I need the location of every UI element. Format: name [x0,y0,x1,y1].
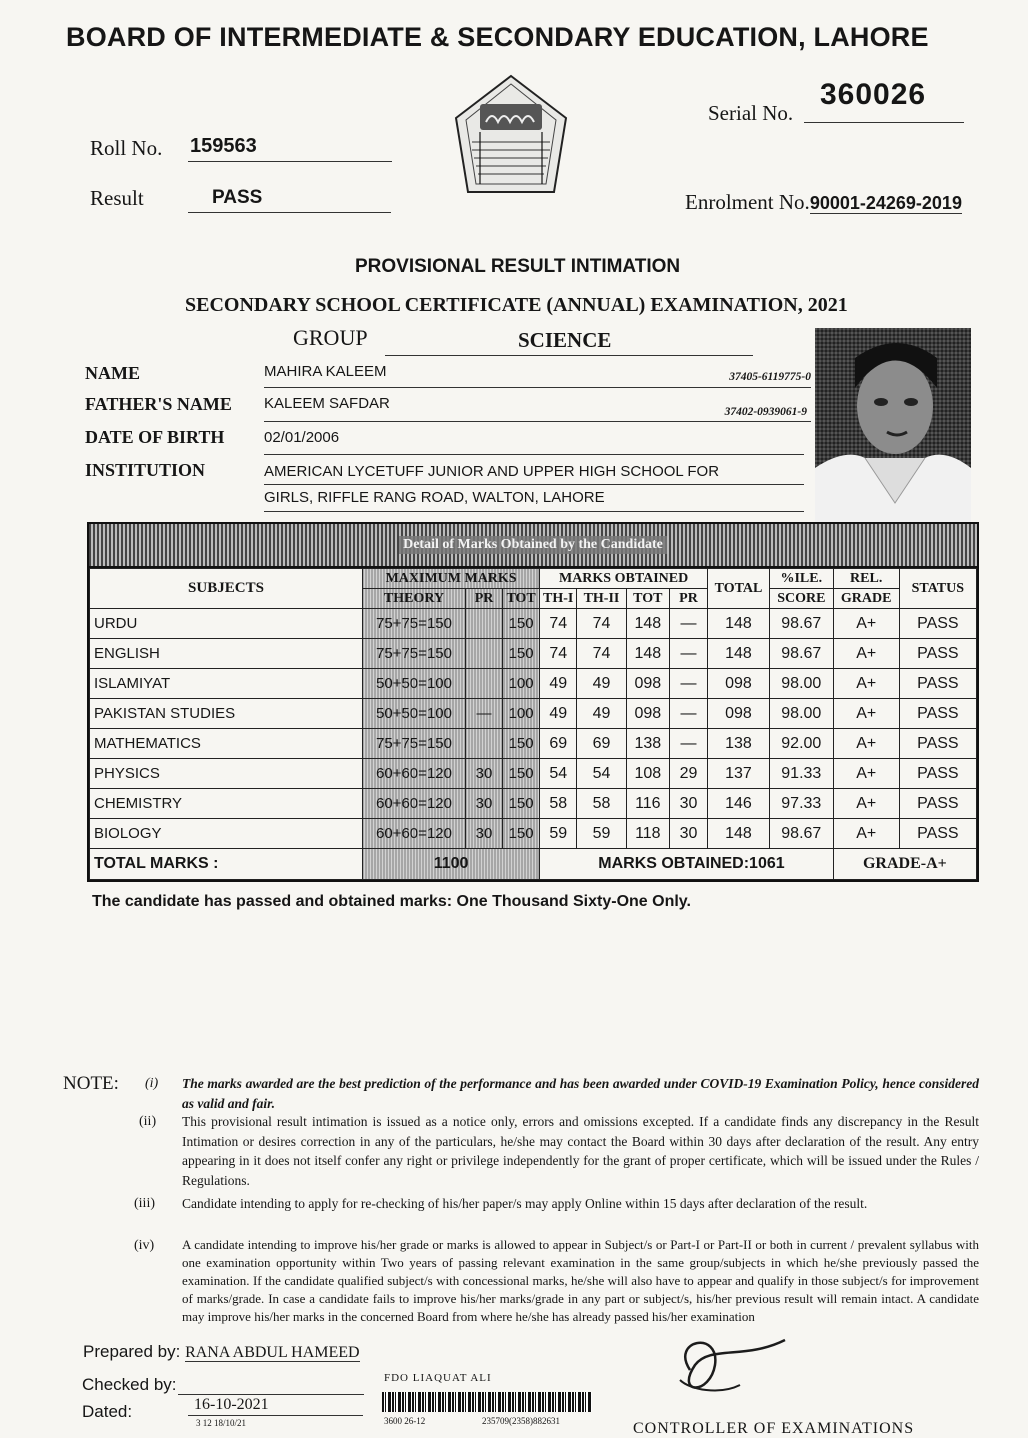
serial-number: 360026 [820,78,927,111]
intimation-title: PROVISIONAL RESULT INTIMATION [355,256,681,277]
relative-grade: A+ [833,759,899,789]
pr-max: 30 [465,789,502,819]
dated-value: 16-10-2021 [194,1396,269,1413]
percentile-score: 98.67 [769,609,833,639]
father-name: KALEEM SAFDAR [264,395,390,412]
board-seal-logo [450,72,572,200]
relative-grade: A+ [833,789,899,819]
total-marks: 138 [708,729,770,759]
subject-name: MATHEMATICS [90,729,363,759]
th1-marks: 59 [540,819,577,849]
total-marks: 098 [708,669,770,699]
dob-line [264,426,804,455]
dated-code: 3 12 18/10/21 [196,1418,247,1428]
signature-icon [660,1330,790,1410]
rel-header: REL. [833,569,899,589]
enrolment-number: 90001-24269-2019 [809,193,962,213]
tot-max: 150 [503,819,540,849]
note-number: (i) [145,1076,159,1091]
subject-status: PASS [899,669,976,699]
controller-title: CONTROLLER OF EXAMINATIONS [633,1420,915,1437]
subject-status: PASS [899,699,976,729]
subject-status: PASS [899,789,976,819]
score-header: SCORE [769,589,833,609]
checked-by-officer: FDO LIAQUAT ALI [384,1372,492,1384]
relative-grade: A+ [833,669,899,699]
table-row [90,789,977,819]
group-underline [385,328,753,356]
subject-name: ISLAMIYAT [90,669,363,699]
tot-marks: 118 [626,819,669,849]
subject-name: URDU [90,609,363,639]
percentile-score: 91.33 [769,759,833,789]
institution-text-1: AMERICAN LYCETUFF JUNIOR AND UPPER HIGH SCHOOL FOR [264,463,720,480]
percentile-score: 92.00 [769,729,833,759]
pr-marks: 29 [669,759,707,789]
pr2-header: PR [669,589,707,609]
tot2-header: TOT [626,589,669,609]
note-number: (ii) [139,1114,157,1129]
tot-max: 150 [503,609,540,639]
father-line [264,393,811,422]
roll-label: Roll No. [90,136,163,160]
table-row [90,639,977,669]
relative-grade: A+ [833,729,899,759]
tot-max: 150 [503,759,540,789]
grade-header: GRADE [833,589,899,609]
barcode [382,1392,592,1412]
passed-statement: The candidate has passed and obtained marks: One Thousand Sixty-One Only. [92,893,691,910]
th1-marks: 74 [540,609,577,639]
pr-header: PR [465,589,502,609]
name-label: NAME [85,363,140,383]
tot-max: 100 [503,699,540,729]
table-row [90,729,977,759]
institution-text-2: GIRLS, RIFFLE RANG ROAD, WALTON, LAHORE [264,489,605,506]
pr-marks: — [669,729,707,759]
roll-number: 159563 [190,135,257,157]
marks-obtained-header: MARKS OBTAINED [540,569,708,589]
th1-marks: 49 [540,699,577,729]
pr-marks: 30 [669,789,707,819]
pr-marks: — [669,669,707,699]
note-number: (iv) [134,1238,155,1253]
percentile-score: 98.00 [769,669,833,699]
th2-marks: 49 [577,669,626,699]
result-value: PASS [212,187,263,208]
pr-marks: 30 [669,819,707,849]
pr-max [465,729,502,759]
barcode-left-text: 3600 26-12 [384,1416,426,1426]
total-marks: 148 [708,609,770,639]
marks-caption: Detail of Marks Obtained by the Candidate [399,536,667,554]
th2-marks: 74 [577,639,626,669]
percentile-score: 98.67 [769,639,833,669]
th1-marks: 69 [540,729,577,759]
tot-max: 100 [503,669,540,699]
th2-marks: 58 [577,789,626,819]
serial-underline [804,78,964,123]
tot-marks: 098 [626,669,669,699]
status-header: STATUS [899,569,976,609]
tot-marks: 098 [626,699,669,729]
relative-grade: A+ [833,819,899,849]
theory-max: 60+60=120 [362,819,465,849]
marks-caption-bar [89,524,977,568]
prepared-by-value: RANA ABDUL HAMEED [185,1344,360,1361]
tot-max: 150 [503,729,540,759]
candidate-cnic: 37405-6119775-0 [729,371,811,383]
father-label: FATHER'S NAME [85,394,232,414]
theory-max: 50+50=100 [362,669,465,699]
pr-marks: — [669,699,707,729]
pr-max [465,609,502,639]
dob-value: 02/01/2006 [264,429,340,446]
pr-max: 30 [465,759,502,789]
note-text: A candidate intending to improve his/her grade or marks is allowed to appear in Subject/s or Part-I or Part-II or both in current / prevalent syllabus with one examination opportunity within Two years of passing relevant examination in the same group/subjects in which he/she previously passed the examination. If the candidate qualified subject/s with concessional marks, he/she will also have to appear and qualify in those subject/s for improvement of marks/grade. In case a candidate fails to improve his/her marks/grade in any part or subject/s, his/her previous result will remain intact. A candidate may improve his/her marks in the concerned Board from where he/she has already passed his/her examination [182,1237,979,1324]
relative-grade: A+ [833,699,899,729]
subject-name: PHYSICS [90,759,363,789]
subject-status: PASS [899,819,976,849]
th2-header: TH-II [577,589,626,609]
th2-marks: 49 [577,699,626,729]
tot-marks: 148 [626,639,669,669]
serial-label: Serial No. [708,101,794,125]
result-underline [188,184,391,213]
relative-grade: A+ [833,639,899,669]
theory-header: THEORY [362,589,465,609]
barcode-right-text: 235709(2358)882631 [482,1416,560,1426]
percentile-score: 98.00 [769,699,833,729]
theory-max: 60+60=120 [362,759,465,789]
pr-marks: — [669,639,707,669]
th2-marks: 54 [577,759,626,789]
percentile-score: 98.67 [769,819,833,849]
tot-marks: 108 [626,759,669,789]
th2-marks: 69 [577,729,626,759]
subject-status: PASS [899,639,976,669]
subject-status: PASS [899,609,976,639]
tot-marks: 138 [626,729,669,759]
th1-marks: 49 [540,669,577,699]
dob-label: DATE OF BIRTH [85,427,225,447]
table-row [90,609,977,639]
marks-obtained-summary: MARKS OBTAINED:1061 [540,849,834,880]
marks-grid [89,568,977,880]
group-value: SCIENCE [518,328,612,352]
note-text: The marks awarded are the best prediction of the performance and has been awarded under COVID-19 Examination Policy, hence considered as valid and fair. [182,1076,979,1111]
percentile-score: 97.33 [769,789,833,819]
table-row [90,759,977,789]
prepared-by-label: Prepared by: RANA ABDUL HAMEED [83,1342,360,1361]
th1-header: TH-I [540,589,577,609]
relative-grade: A+ [833,609,899,639]
board-title: BOARD OF INTERMEDIATE & SECONDARY EDUCATION, LAHORE [66,22,929,52]
total-marks: 148 [708,819,770,849]
grade-summary: GRADE-A+ [833,849,976,880]
tot-header: TOT [503,589,540,609]
note-label: NOTE: [63,1073,119,1094]
th1-marks: 58 [540,789,577,819]
pr-max [465,669,502,699]
th2-marks: 59 [577,819,626,849]
note-text: Candidate intending to apply for re-checking of his/her paper/s may apply Online within 15 days after declaration of the result. [182,1196,868,1211]
note-number: (iii) [134,1196,155,1211]
subject-name: CHEMISTRY [90,789,363,819]
tot-marks: 148 [626,609,669,639]
subject-status: PASS [899,729,976,759]
th2-marks: 74 [577,609,626,639]
total-marks: 146 [708,789,770,819]
theory-max: 60+60=120 [362,789,465,819]
theory-max: 75+75=150 [362,729,465,759]
subject-name: ENGLISH [90,639,363,669]
total-marks: 148 [708,639,770,669]
table-row [90,699,977,729]
group-label: GROUP [293,325,368,350]
note-text: This provisional result intimation is issued as a notice only, errors and omissions excepted. If a candidate finds any discrepancy in the Result Intimation or desires correction in any of the particulars, he/she may contact the Board within 30 days after declaration of the result. Any entry appearing in it does not itself confer any right or privilege independently for the grant of proper certificate, which will be issued under the Rules / Regulations. [182,1114,979,1188]
institution-label: INSTITUTION [85,460,206,480]
table-row [90,819,977,849]
tot-max: 150 [503,639,540,669]
checked-by-label: Checked by: [82,1375,177,1394]
totals-row [90,849,977,880]
enrolment-label: Enrolment No.90001-24269-2019 [685,190,962,214]
theory-max: 50+50=100 [362,699,465,729]
subjects-header: SUBJECTS [90,569,363,609]
institution-line-1 [264,460,804,485]
max-marks-header: MAXIMUM MARKS [362,569,539,589]
th1-marks: 74 [540,639,577,669]
total-marks: 137 [708,759,770,789]
checked-by-underline [178,1376,364,1395]
pr-max: 30 [465,819,502,849]
theory-max: 75+75=150 [362,639,465,669]
pr-max: — [465,699,502,729]
total-max-marks: 1100 [362,849,539,880]
tot-marks: 116 [626,789,669,819]
total-header: TOTAL [708,569,770,609]
subject-name: BIOLOGY [90,819,363,849]
table-row [90,669,977,699]
roll-underline [188,133,392,162]
father-cnic: 37402-0939061-9 [724,406,807,418]
exam-title: SECONDARY SCHOOL CERTIFICATE (ANNUAL) EXAMINATION, 2021 [185,294,848,316]
theory-max: 75+75=150 [362,609,465,639]
th1-marks: 54 [540,759,577,789]
candidate-name: MAHIRA KALEEM [264,363,387,380]
candidate-photo [815,328,971,524]
dated-label: Dated: [82,1402,133,1421]
marks-table [87,522,979,882]
pr-max [465,639,502,669]
total-marks-label: TOTAL MARKS : [90,849,363,880]
subject-name: PAKISTAN STUDIES [90,699,363,729]
institution-line-2 [264,486,804,512]
subject-status: PASS [899,759,976,789]
percentile-header: %ILE. [769,569,833,589]
total-marks: 098 [708,699,770,729]
name-line [264,361,811,388]
tot-max: 150 [503,789,540,819]
result-label: Result [90,186,144,210]
pr-marks: — [669,609,707,639]
dated-underline [188,1396,363,1416]
